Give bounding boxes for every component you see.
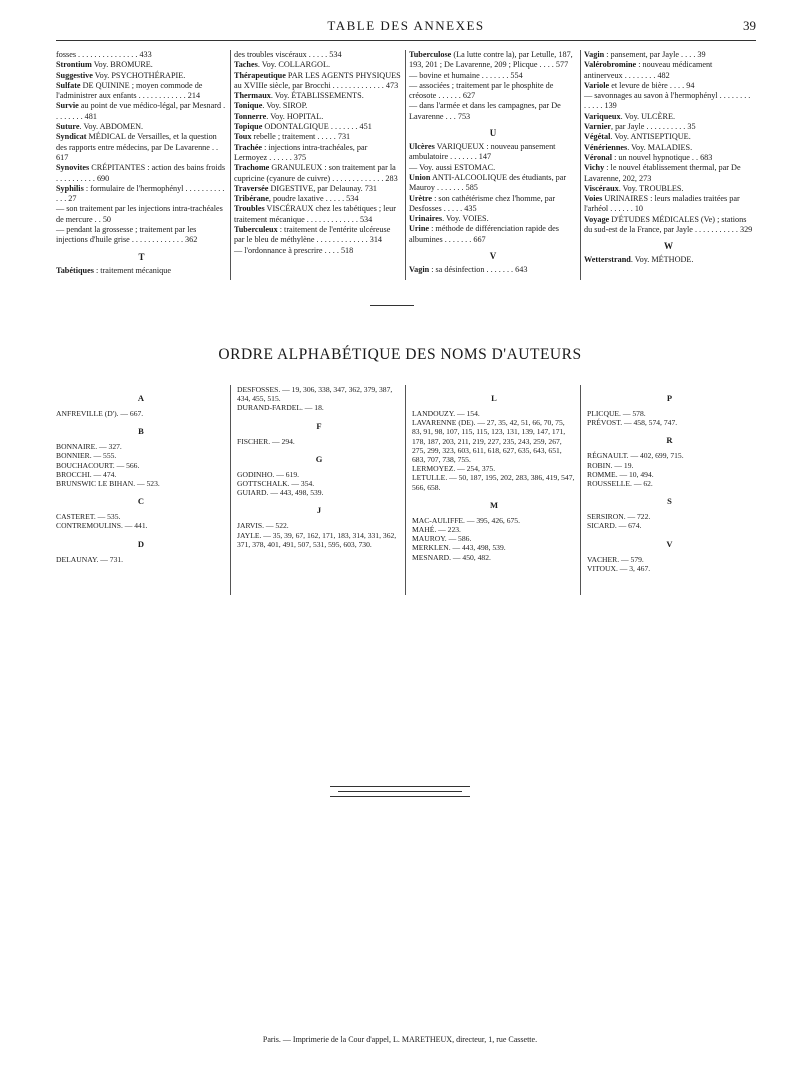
entry-term: Syphilis: [56, 183, 84, 193]
index-entry: [56, 60, 227, 70]
subject-column: [581, 50, 756, 280]
author-entry: BONNIER. — 555.: [56, 451, 117, 461]
author-entry: GUIARD. — 443, 498, 539.: [237, 488, 324, 498]
letter-heading: T: [138, 251, 145, 262]
index-entry: [409, 81, 577, 102]
author-column: [581, 385, 756, 595]
entry-text: . Voy. HOPITAL.: [266, 111, 324, 121]
index-entry: [234, 194, 402, 204]
author-entry: RÉGNAULT. — 402, 699, 715.: [587, 451, 684, 461]
printer-imprint: Paris. — Imprimerie de la Cour d'appel, L. MARETHEUX, directeur, 1, rue Cassette.: [262, 1035, 538, 1044]
author-entry: MAUROY. — 586.: [412, 534, 472, 544]
index-entry: [584, 81, 753, 91]
end-rule-top: [330, 786, 470, 787]
entry-text: : le nouvel établissement thermal, par De Lavarenne, 202, 273: [584, 163, 741, 183]
entry-text: PAR LES AGENTS PHYSIQUES au XVIIIe siècle, par Brocchi . . . . . . . . . . . . . 473: [234, 70, 401, 90]
entry-text: . Voy. ANTISEPTIQUE.: [610, 132, 691, 142]
entry-term: Thermaux: [234, 91, 271, 101]
entry-text: GRANULEUX : son traitement par la cupricine (cyanure de cuivre) . . . . . . . . . . . . . 283: [234, 163, 398, 183]
entry-text: ANTI-ALCOOLIQUE des étudiants, par Mauroy . . . . . . . 585: [409, 172, 567, 193]
entry-term: Syndicat: [56, 132, 87, 142]
index-entry: [234, 112, 402, 122]
index-entry: [584, 255, 753, 265]
entry-text: . Voy. TROUBLES.: [618, 183, 684, 193]
index-entry: [234, 71, 402, 92]
entry-term: Toux: [234, 132, 252, 142]
entry-text: : traitement mécanique: [93, 265, 171, 275]
subject-column: [406, 50, 581, 280]
entry-term: Tuberculose: [409, 50, 452, 59]
subject-column: [231, 50, 406, 280]
author-entry: BOUCHACOURT. — 566.: [56, 460, 140, 470]
index-entry: [584, 163, 753, 184]
index-entry: [234, 101, 402, 111]
subject-column: [56, 50, 231, 280]
letter-heading: G: [315, 453, 323, 464]
entry-text: Voy. PSYCHOTHÉRAPIE.: [92, 70, 186, 80]
author-column: [56, 385, 231, 595]
entry-text: . Voy. ÉTABLISSEMENTS.: [270, 91, 364, 101]
entry-term: Wetterstrand: [584, 255, 631, 265]
entry-text: : traitement de l'entérite ulcéreuse par le bleu de méthylène . . . . . . . . . . . . . 314: [234, 225, 391, 245]
entry-text: . Voy. SIROP.: [262, 101, 308, 111]
index-entry: [234, 163, 402, 184]
entry-text: et levure de bière . . . . 94: [609, 80, 695, 90]
entry-text: : formulaire de l'hermophényl . . . . . . . . . . . . . 27: [56, 183, 225, 204]
index-entry: [234, 143, 402, 164]
author-entry: DESFOSSES. — 19, 306, 338, 347, 362, 379, 387, 434, 455, 515.: [237, 385, 393, 404]
index-entry: [584, 50, 753, 60]
index-entry: [409, 50, 577, 71]
author-column: [406, 385, 581, 595]
author-entry: ROMME. — 10, 494.: [587, 469, 654, 479]
index-entry: [234, 91, 402, 101]
index-entry: [584, 122, 753, 132]
index-entry: [584, 112, 753, 122]
entry-text: . Voy. COLLARGOL.: [257, 60, 330, 70]
author-entry: SICARD. — 674.: [587, 521, 642, 531]
author-entry: LANDOUZY. — 154.: [412, 409, 480, 418]
index-entry: [584, 143, 753, 153]
entry-text: — l'ordonnance à prescrire . . . . 518: [234, 245, 354, 255]
index-entry: [56, 81, 227, 102]
author-entry: BROCCHI. — 474.: [56, 469, 117, 479]
entry-text: VARIQUEUX : nouveau pansement ambulatoire . . . . . . . 147: [409, 142, 556, 162]
entry-term: Suture: [56, 122, 80, 132]
entry-term: Suggestive: [56, 70, 93, 80]
author-entry: MESNARD. — 450, 482.: [412, 552, 491, 562]
index-entry: [409, 142, 577, 163]
index-entry: [584, 60, 753, 81]
author-entry: LAVARENNE (DE). — 27, 35, 42, 51, 66, 70, 75, 83, 91, 98, 107, 115, 115, 123, 131, 139, 147, 171, 178, 187, 203, 211, 219, 227, 235, 243, 259, 267, 275, 299, 323, 603, 611, 618, 627, 635, 643, 651, 683, 707, 738, 755.: [412, 418, 566, 465]
author-entry: GODINHO. — 619.: [237, 469, 300, 479]
author-entry: ANFREVILLE (D'). — 667.: [56, 409, 144, 418]
entry-text: , par Jayle . . . . . . . . . . 35: [610, 122, 696, 132]
index-entry: [234, 60, 402, 70]
entry-term: Urètre: [409, 193, 433, 203]
author-entry: PRÉVOST. — 458, 574, 747.: [587, 418, 678, 428]
entry-term: Sulfate: [56, 80, 81, 90]
entry-term: Traversée: [234, 183, 269, 193]
entry-term: Taches: [234, 60, 258, 70]
entry-term: Végétal: [584, 132, 611, 142]
entry-term: Urinaires: [409, 214, 443, 224]
letter-heading: D: [137, 538, 145, 549]
entry-text: rebelle ; traitement . . . . . 731: [251, 132, 351, 142]
author-entry: CASTERET. — 535.: [56, 512, 121, 522]
index-entry: [234, 50, 402, 60]
author-entry: CONTREMOULINS. — 441.: [56, 521, 148, 531]
entry-term: Union: [409, 172, 431, 182]
letter-heading: B: [138, 426, 144, 437]
author-entry: MAC-AULIFFE. — 395, 426, 675.: [412, 515, 521, 525]
entry-term: Synovites: [56, 163, 90, 173]
author-entry: GOTTSCHALK. — 354.: [237, 479, 315, 489]
entry-text: . Voy. ULCÈRE.: [620, 111, 675, 121]
author-entry: MERKLEN. — 443, 498, 539.: [412, 543, 506, 553]
entry-text: DIGESTIVE, par Delaunay. 731: [268, 183, 378, 193]
index-entry: [409, 71, 577, 81]
entry-text: — dans l'armée et dans les campagnes, par De Lavarenne . . . 753: [409, 101, 561, 121]
index-entry: [234, 246, 402, 256]
entry-text: — associées ; traitement par le phosphite de créosote . . . . . . 627: [409, 80, 554, 101]
index-entry: [584, 132, 753, 142]
entry-text: MÉDICAL de Versailles, et la question des rapports entre médecins, par De Lavarenne . . 617: [56, 132, 219, 162]
author-column: [231, 385, 406, 595]
index-entry: [584, 215, 753, 236]
page-header: [56, 18, 756, 41]
section-divider: [370, 305, 414, 306]
index-entry: [584, 91, 753, 112]
entry-text: . Voy. MÉTHODE.: [630, 255, 694, 265]
entry-text: URINAIRES : leurs maladies traitées par l'arhéol . . . . . . 10: [584, 194, 740, 214]
index-entry: [584, 184, 753, 194]
author-entry: FISCHER. — 294.: [237, 436, 295, 446]
entry-text: : son cathétérisme chez l'homme, par Desfosses . . . . . 435: [409, 193, 556, 213]
entry-term: Valérobromine: [584, 60, 637, 70]
entry-text: VISCÉRAUX chez les tabétiques ; leur traitement mécanique . . . . . . . . . . . . . 534: [234, 204, 396, 224]
letter-heading: A: [137, 393, 145, 403]
author-entry: ROUSSELLE. — 62.: [587, 479, 653, 489]
author-entry: JARVIS. — 522.: [237, 521, 289, 531]
entry-term: Tribérane: [234, 194, 269, 204]
author-entry: BONNAIRE. — 327.: [56, 442, 122, 452]
entry-term: Vagin: [584, 50, 605, 59]
entry-text: . Voy. MALADIES.: [627, 142, 693, 152]
entry-text: — bovine et humaine . . . . . . . 554: [409, 70, 523, 80]
author-entry: SERSIRON. — 722.: [587, 512, 651, 522]
entry-text: : un nouvel hypnotique . . 683: [612, 152, 713, 162]
index-entry: [56, 184, 227, 205]
entry-term: Vichy: [584, 163, 605, 173]
entry-text: au point de vue médico-légal, par Mesnard . . . . . . . . 481: [56, 101, 226, 121]
entry-text: Voy. BROMURE.: [91, 60, 153, 70]
index-entry: [56, 204, 227, 225]
end-rule-middle: [338, 791, 462, 792]
entry-text: : méthode de différenciation rapide des albumines . . . . . . . 667: [409, 224, 559, 244]
index-entry: [409, 214, 577, 224]
letter-heading: W: [664, 241, 673, 252]
index-entry: [56, 266, 227, 276]
index-entry: [409, 163, 577, 173]
author-entry: VACHER. — 579.: [587, 554, 644, 564]
author-index: [56, 385, 756, 595]
entry-term: Tonnerre: [234, 111, 267, 121]
index-entry: [409, 194, 577, 215]
entry-text: (La lutte contre la), par Letulle, 187, 193, 201 ; De Lavarenne, 209 ; Plicque . . . . 577: [409, 50, 573, 70]
letter-heading: M: [489, 499, 499, 510]
index-entry: [56, 163, 227, 184]
end-rule-bottom: [330, 796, 470, 797]
index-entry: [56, 132, 227, 163]
letter-heading: R: [666, 435, 673, 446]
subject-index: [56, 50, 756, 280]
index-entry: [409, 265, 577, 275]
author-entry: ROBIN. — 19.: [587, 460, 634, 470]
entry-term: Vénériennes: [584, 142, 628, 152]
index-entry: [56, 122, 227, 132]
author-entry: LERMOYEZ. — 254, 375.: [412, 464, 496, 474]
entry-term: Variqueux: [584, 111, 621, 121]
entry-term: Varnier: [584, 122, 611, 132]
entry-term: Tuberculeux: [234, 225, 278, 235]
letter-heading: P: [666, 393, 673, 403]
entry-term: Topique: [234, 122, 263, 132]
index-entry: [234, 122, 402, 132]
entry-term: Trachome: [234, 163, 270, 173]
letter-heading: L: [491, 393, 497, 403]
author-entry: DURAND-FARDEL. — 18.: [237, 403, 324, 413]
entry-term: Viscéraux: [584, 183, 619, 193]
author-entry: VITOUX. — 3, 467.: [587, 563, 651, 573]
entry-text: — savonnages au savon à l'hermophényl . . . . . . . . . . . . . 139: [584, 91, 751, 111]
entry-text: , poudre laxative . . . . . 534: [268, 194, 359, 204]
letter-heading: V: [489, 251, 497, 262]
entry-text: . Voy. VOIES.: [442, 214, 489, 224]
entry-text: : sa désinfection . . . . . . . 643: [429, 265, 528, 275]
entry-term: Trachée: [234, 142, 263, 152]
entry-term: Thérapeutique: [234, 70, 286, 80]
author-entry: LETULLE. — 50, 187, 195, 202, 283, 386, 419, 547, 566, 658.: [412, 473, 575, 492]
index-entry: [584, 153, 753, 163]
entry-text: — Voy. aussi ESTOMAC.: [409, 162, 496, 172]
index-entry: [409, 173, 577, 194]
entry-term: Véronal: [584, 152, 613, 162]
letter-heading: C: [137, 496, 145, 507]
letter-heading: U: [489, 128, 497, 139]
entry-text: CRÉPITANTES : action des bains froids . . . . . . . . . . 690: [56, 163, 226, 183]
entry-term: Voyage: [584, 214, 610, 224]
entry-term: Ulcères: [409, 142, 435, 152]
letter-heading: J: [316, 505, 322, 516]
author-entry: PLICQUE. — 578.: [587, 409, 646, 418]
letter-heading: V: [666, 538, 673, 549]
index-entry: [234, 204, 402, 225]
entry-term: Tonique: [234, 101, 263, 111]
entry-text: — pendant la grossesse ; traitement par les injections d'huile grise . . . . . . . . . . . . . 362: [56, 225, 198, 245]
index-entry: [56, 71, 227, 81]
index-entry: [234, 132, 402, 142]
entry-text: . Voy. ABDOMEN.: [79, 122, 144, 132]
index-entry: [234, 184, 402, 194]
entry-text: ODONTALGIQUE . . . . . . . 451: [262, 122, 372, 132]
index-entry: [56, 101, 227, 122]
entry-text: fosses . . . . . . . . . . . . . . . 433: [56, 50, 152, 59]
authors-index-title: ORDRE ALPHABÉTIQUE DES NOMS D'AUTEURS: [218, 346, 582, 363]
entry-term: Voies: [584, 194, 603, 204]
index-entry: [234, 225, 402, 246]
entry-term: Variole: [584, 80, 610, 90]
letter-heading: S: [667, 496, 672, 507]
entry-term: Survie: [56, 101, 79, 111]
author-entry: DELAUNAY. — 731.: [56, 554, 124, 564]
entry-term: Tabétiques: [56, 265, 94, 275]
entry-text: : injections intra-trachéales, par Lermoyez . . . . . . 375: [234, 142, 368, 162]
index-entry: [56, 50, 227, 60]
entry-term: Vagin: [409, 265, 430, 275]
index-entry: [409, 224, 577, 245]
running-title: TABLE DES ANNEXES: [327, 18, 485, 33]
index-entry: [56, 225, 227, 246]
author-entry: MAHÉ. — 223.: [412, 525, 461, 535]
entry-text: DE QUININE ; moyen commode de l'administrer aux enfants . . . . . . . . . . . . 214: [56, 80, 203, 101]
author-entry: BRUNSWIC LE BIHAN. — 523.: [56, 479, 160, 489]
entry-text: : nouveau médicament antinerveux . . . . . . . . 482: [584, 60, 713, 80]
entry-term: Strontium: [56, 60, 92, 70]
entry-text: des troubles viscéraux . . . . . 534: [234, 50, 342, 59]
entry-text: D'ÉTUDES MÉDICALES (Ve) ; stations du sud-est de la France, par Jayle . . . . . . . . . . . 329: [584, 214, 753, 235]
entry-term: Urine: [409, 224, 430, 234]
entry-text: — son traitement par les injections intra-trachéales de mercure . . 50: [56, 204, 223, 224]
entry-text: : pansement, par Jayle . . . . 39: [604, 50, 706, 59]
index-entry: [409, 101, 577, 122]
author-entry: JAYLE. — 35, 39, 67, 162, 171, 183, 314, 331, 362, 371, 378, 401, 491, 507, 531, 595, 603, 730.: [237, 530, 397, 549]
entry-term: Troubles: [234, 204, 265, 214]
page-number: 39: [743, 18, 756, 33]
index-entry: [584, 194, 753, 215]
letter-heading: F: [316, 420, 322, 431]
